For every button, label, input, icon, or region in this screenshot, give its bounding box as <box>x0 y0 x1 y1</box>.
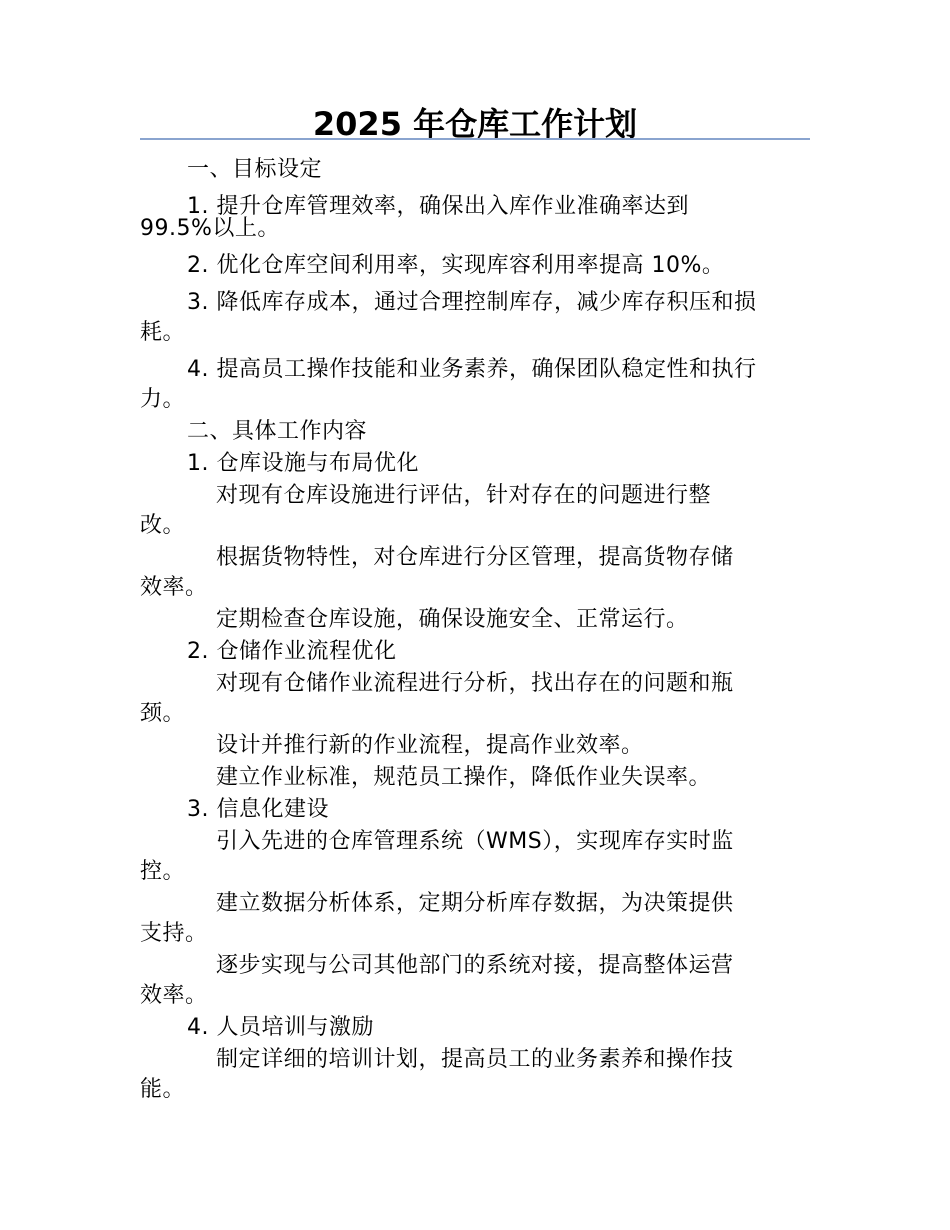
it-item-1 <box>140 827 812 887</box>
training-item-1-line-1: 制定详细的培训计划，提高员工的业务素养和操作技 <box>216 1047 734 1072</box>
process-item-3: 建立作业标准，规范员工操作，降低作业失误率。 <box>216 765 712 790</box>
subsection-title-training: 4. 人员培训与激励 <box>187 1015 374 1040</box>
goal-item-3-line-1: 3. 降低库存成本，通过合理控制库存，减少库存积压和损 <box>187 290 757 315</box>
goal-item-3 <box>140 288 812 348</box>
subsection-title-process: 2. 仓储作业流程优化 <box>187 639 397 664</box>
it-item-2-line-1: 建立数据分析体系，定期分析库存数据，为决策提供 <box>216 891 734 916</box>
goal-item-3-line-2: 耗。 <box>140 320 186 345</box>
it-item-3 <box>140 951 812 1011</box>
training-item-1-line-2: 能。 <box>140 1077 186 1102</box>
it-item-1-line-1: 引入先进的仓库管理系统（WMS），实现库存实时监 <box>216 829 734 854</box>
facilities-item-2-line-1: 根据货物特性，对仓库进行分区管理，提高货物存储 <box>216 545 734 570</box>
subsection-title-it: 3. 信息化建设 <box>187 797 329 822</box>
goal-item-1-line-2: 99.5%以上。 <box>140 216 280 241</box>
document-title: 2025 年仓库工作计划 <box>312 105 638 143</box>
it-item-3-line-2: 效率。 <box>140 983 208 1008</box>
subsection-title-facilities: 1. 仓库设施与布局优化 <box>187 451 419 476</box>
title-underline <box>140 138 810 140</box>
goal-item-2: 2. 优化仓库空间利用率，实现库容利用率提高 10%。 <box>187 253 725 278</box>
section-heading-work: 二、具体工作内容 <box>187 419 368 444</box>
document-body <box>140 155 812 1105</box>
goal-item-1-line-1: 1. 提升仓库管理效率，确保出入库作业准确率达到 <box>187 194 689 219</box>
facilities-item-1-line-2: 改。 <box>140 513 186 538</box>
goal-item-4-line-2: 力。 <box>140 387 186 412</box>
process-item-1-line-2: 颈。 <box>140 701 186 726</box>
facilities-item-2 <box>140 543 812 603</box>
it-item-1-line-2: 控。 <box>140 859 186 884</box>
it-item-2 <box>140 889 812 949</box>
facilities-item-2-line-2: 效率。 <box>140 575 208 600</box>
it-item-3-line-1: 逐步实现与公司其他部门的系统对接，提高整体运营 <box>216 953 734 978</box>
it-item-2-line-2: 支持。 <box>140 921 208 946</box>
goal-item-4-line-1: 4. 提高员工操作技能和业务素养，确保团队稳定性和执行 <box>187 357 757 382</box>
goal-item-4 <box>140 355 812 415</box>
process-item-1 <box>140 669 812 729</box>
facilities-item-1 <box>140 481 812 541</box>
process-item-1-line-1: 对现有仓储作业流程进行分析，找出存在的问题和瓶 <box>216 671 734 696</box>
process-item-2: 设计并推行新的作业流程，提高作业效率。 <box>216 733 644 758</box>
goal-item-1 <box>140 192 812 244</box>
facilities-item-3: 定期检查仓库设施，确保设施安全、正常运行。 <box>216 607 689 632</box>
facilities-item-1-line-1: 对现有仓库设施进行评估，针对存在的问题进行整 <box>216 483 712 508</box>
section-heading-goals: 一、目标设定 <box>187 157 323 182</box>
training-item-1 <box>140 1045 812 1105</box>
